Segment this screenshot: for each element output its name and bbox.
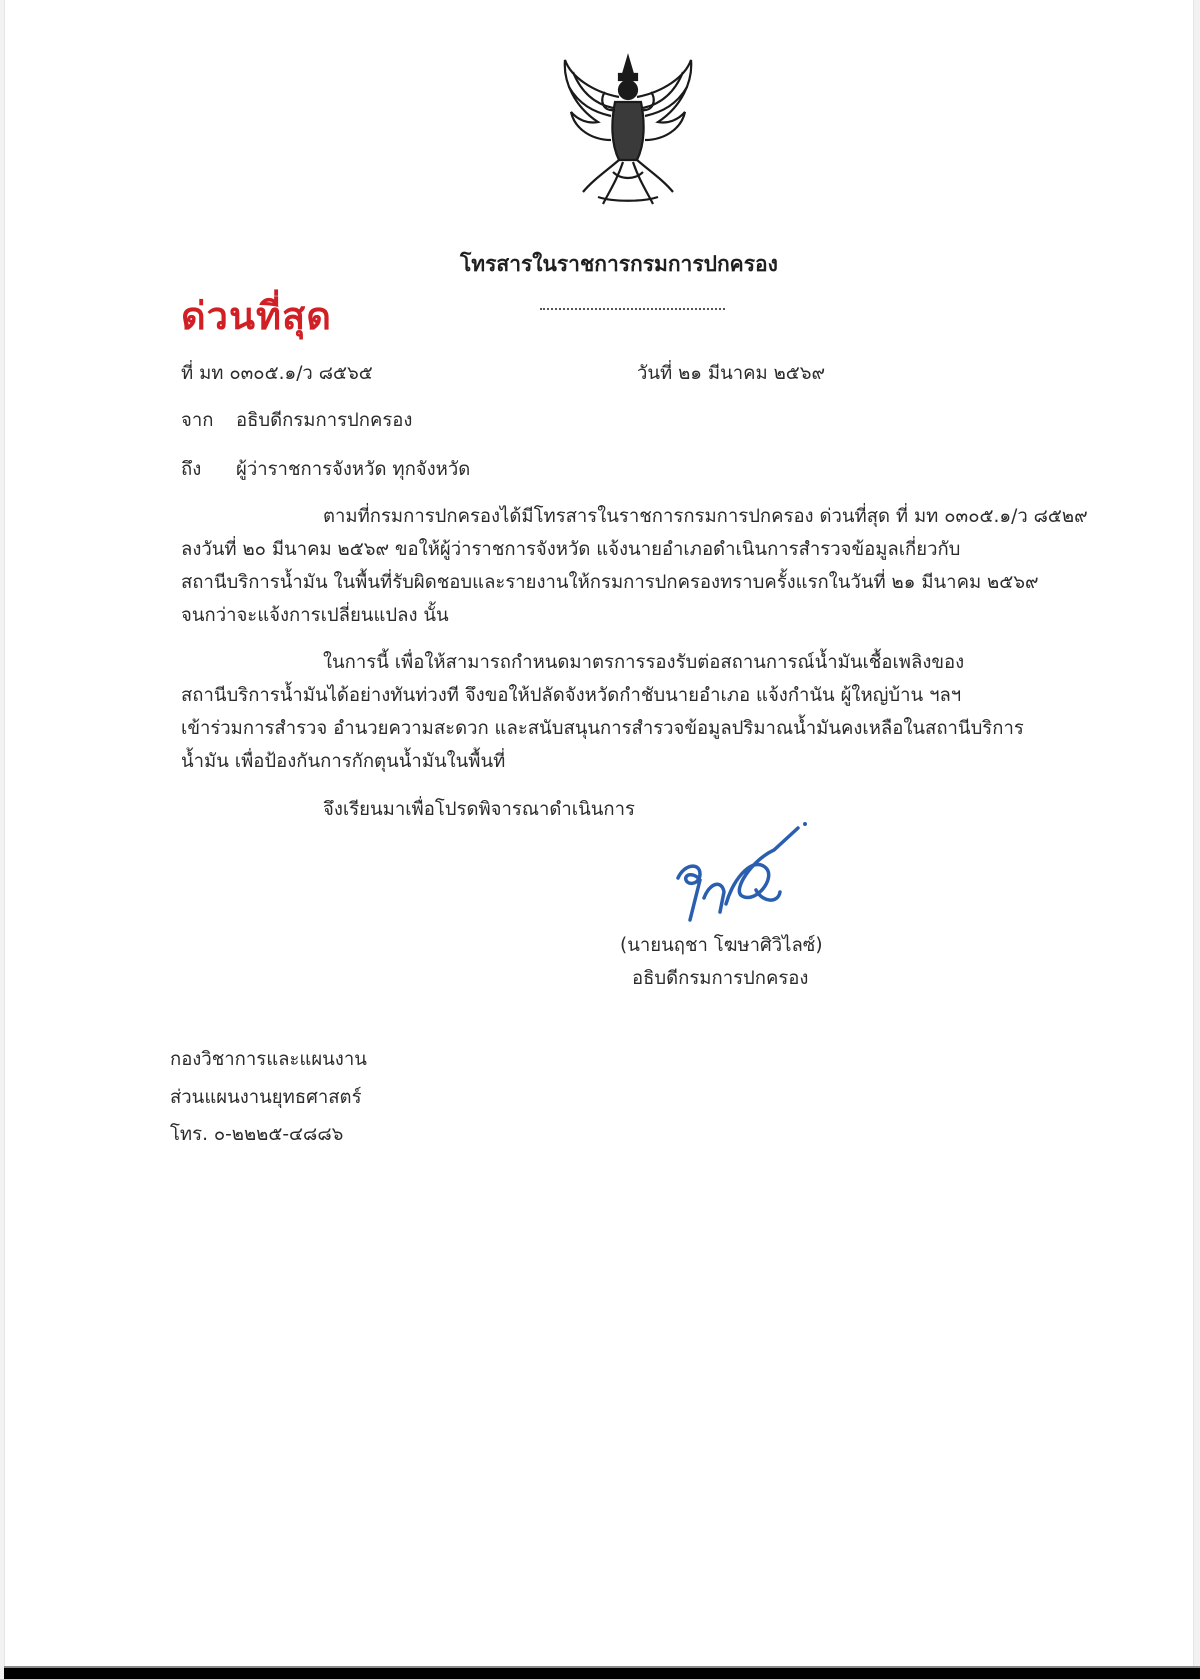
paragraph-line: สถานีบริการน้ำมันได้อย่างทันท่วงที จึงขอให้ปลัดจังหวัดกำชับนายอำเภอ แจ้งกำนัน ผู้ใหญ่บ้าน ฯลฯ [181,685,962,706]
paragraph-line: เข้าร่วมการสำรวจ อำนวยความสะดวก และสนับสนุนการสำรวจข้อมูลปริมาณน้ำมันคงเหลือในสถานีบริการ [181,718,1024,739]
paragraph-line: จนกว่าจะแจ้งการเปลี่ยนแปลง นั้น [181,605,449,626]
to-value: ผู้ว่าราชการจังหวัด ทุกจังหวัด [236,459,471,480]
document-page [4,0,1194,1668]
signature-icon [670,820,820,930]
from-line [181,406,412,435]
paragraph-line: ตามที่กรมการปกครองได้มีโทรสารในราชการกรมการปกครอง ด่วนที่สุด ที่ มท ๐๓๐๕.๑/ว ๘๕๒๙ [323,506,1088,527]
closing-line: จึงเรียนมาเพื่อโปรดพิจารณาดำเนินการ [323,799,635,820]
division-name: ส่วนแผนงานยุทธศาสตร์ [170,1087,362,1108]
document-date: วันที่ ๒๑ มีนาคม ๒๕๖๙ [637,363,826,384]
paragraph-line: ในการนี้ เพื่อให้สามารถกำหนดมาตรการรองรับต่อสถานการณ์น้ำมันเชื้อเพลิงของ [323,652,965,673]
garuda-emblem-icon [553,52,703,212]
department-name: กองวิชาการและแผนงาน [170,1049,367,1070]
reference-number: ที่ มท ๐๓๐๕.๑/ว ๘๕๖๕ [181,363,373,384]
paragraph-2 [181,646,1081,778]
signer-name: (นายนฤชา โฆษาศิวิไลซ์) [620,935,823,956]
paragraph-1 [181,500,1088,632]
urgency-label: ด่วนที่สุด [181,294,332,338]
from-label: จาก [181,410,214,431]
to-label: ถึง [181,459,202,480]
paragraph-line: สถานีบริการน้ำมัน ในพื้นที่รับผิดชอบและรายงานให้กรมการปกครองทราบครั้งแรกในวันที่ ๒๑ มีนาคม ๒๕๖๙ [181,572,1039,593]
document-title: โทรสารในราชการกรมการปกครอง [460,252,778,276]
paragraph-line: น้ำมัน เพื่อป้องกันการกักตุนน้ำมันในพื้นที่ [181,751,506,772]
signer-title: อธิบดีกรมการปกครอง [632,968,809,989]
dotted-line [540,294,725,310]
from-value: อธิบดีกรมการปกครอง [236,410,413,431]
paragraph-line: ลงวันที่ ๒๐ มีนาคม ๒๕๖๙ ขอให้ผู้ว่าราชการจังหวัด แจ้งนายอำเภอดำเนินการสำรวจข้อมูลเกี่ยวกับ [181,539,961,560]
to-line [181,455,470,484]
bottom-bar [4,1666,1200,1679]
phone-number: โทร. ๐-๒๒๒๕-๔๘๘๖ [170,1124,344,1145]
